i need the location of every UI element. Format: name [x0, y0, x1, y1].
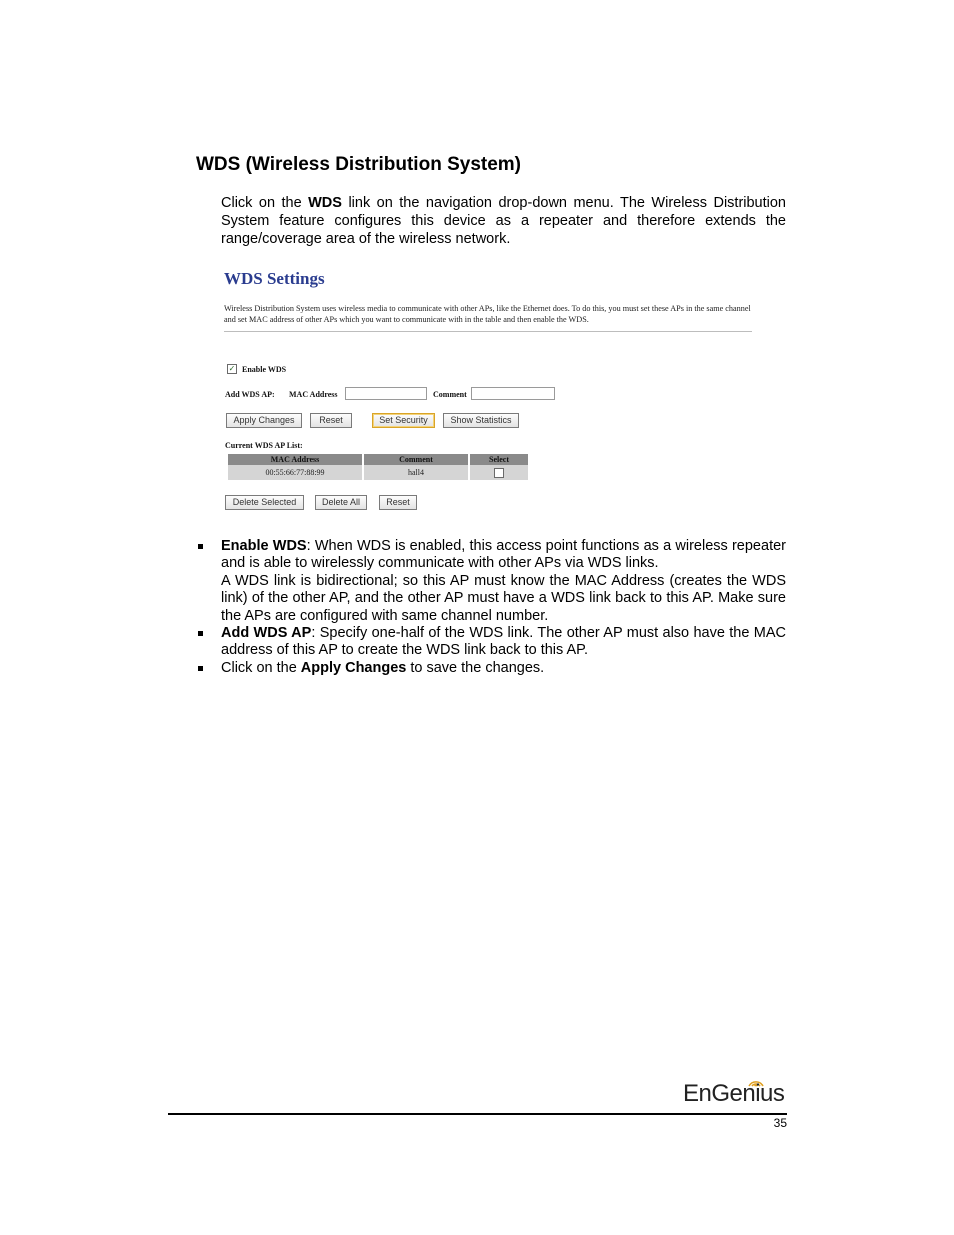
add-wds-ap-label: Add WDS AP:	[225, 390, 275, 399]
table-header-select: Select	[470, 454, 528, 465]
bullet-apply-changes	[196, 660, 786, 677]
intro-paragraph	[221, 194, 786, 248]
intro-post: link on the navigation drop-down menu. The Wireless Distribution System feature configures this device as a repeater and therefore extends the range/coverage area of the wireless network.	[221, 195, 786, 247]
wds-settings-title: WDS Settings	[224, 269, 325, 288]
page-number: 35	[773, 1116, 787, 1130]
wds-ap-table	[226, 454, 530, 480]
bullet-add-wds-ap-text: : Specify one-half of the WDS link. The other AP must also have the MAC address of this AP to create the WDS link back to this AP.	[221, 625, 786, 659]
divider	[224, 331, 752, 332]
bullet-apply-pre: Click on the	[221, 659, 301, 676]
footer-divider	[168, 1113, 787, 1115]
bottom-reset-button[interactable]: Reset	[379, 495, 417, 510]
table-header-comment: Comment	[364, 454, 468, 465]
wds-settings-screenshot	[222, 265, 754, 515]
show-statistics-button[interactable]: Show Statistics	[443, 413, 519, 428]
set-security-button[interactable]: Set Security	[372, 413, 435, 428]
delete-all-button[interactable]: Delete All	[315, 495, 367, 510]
reset-button[interactable]: Reset	[310, 413, 352, 428]
table-header-mac: MAC Address	[228, 454, 362, 465]
bullet-add-wds-ap-bold: Add WDS AP	[221, 625, 312, 642]
page-heading: WDS (Wireless Distribution System)	[196, 154, 521, 175]
enable-wds-label: Enable WDS	[242, 365, 287, 374]
bullet-apply-text: to save the changes.	[406, 659, 545, 676]
apply-changes-button[interactable]: Apply Changes	[226, 413, 302, 428]
bullet-enable-wds-extra: A WDS link is bidirectional; so this AP must know the MAC Address (creates the WDS link) of the other AP, and the other AP must have a WDS link back to this AP. Make sure the APs are configured with same channel number.	[221, 572, 786, 624]
delete-selected-button[interactable]: Delete Selected	[225, 495, 304, 510]
mac-address-input[interactable]	[345, 387, 427, 400]
bullet-enable-wds-bold: Enable WDS	[221, 538, 307, 554]
table-row	[228, 465, 528, 480]
enable-wds-checkbox[interactable]: ✓	[228, 364, 236, 373]
row-mac-address: 00:55:66:77:88:99	[228, 465, 362, 480]
comment-label: Comment	[433, 390, 467, 399]
bullet-enable-wds-text: : When WDS is enabled, this access point functions as a wireless repeater and is able to wirelessly communicate with other APs via WDS links.	[221, 538, 786, 572]
current-wds-list-label: Current WDS AP List:	[225, 441, 303, 450]
wds-settings-description: Wireless Distribution System uses wireless media to communicate with other APs, like the Ethernet does. To do this, you must set these APs in the same channel and set MAC address of other APs which you want to communicate with in the table and then enable the WDS.	[224, 304, 751, 324]
row-select-cell	[470, 465, 528, 480]
intro-pre: Click on the	[221, 195, 309, 211]
bullet-list	[196, 538, 786, 677]
engenius-logo: EnGenius	[683, 1080, 785, 1107]
bullet-add-wds-ap	[196, 625, 786, 660]
bullet-enable-wds	[196, 538, 786, 625]
intro-wds-bold: WDS	[308, 195, 342, 211]
row-comment: hall4	[364, 465, 468, 480]
row-select-checkbox[interactable]	[494, 468, 504, 478]
bullet-apply-bold: Apply Changes	[300, 659, 407, 676]
mac-address-label: MAC Address	[289, 390, 338, 399]
comment-input[interactable]	[471, 387, 555, 400]
